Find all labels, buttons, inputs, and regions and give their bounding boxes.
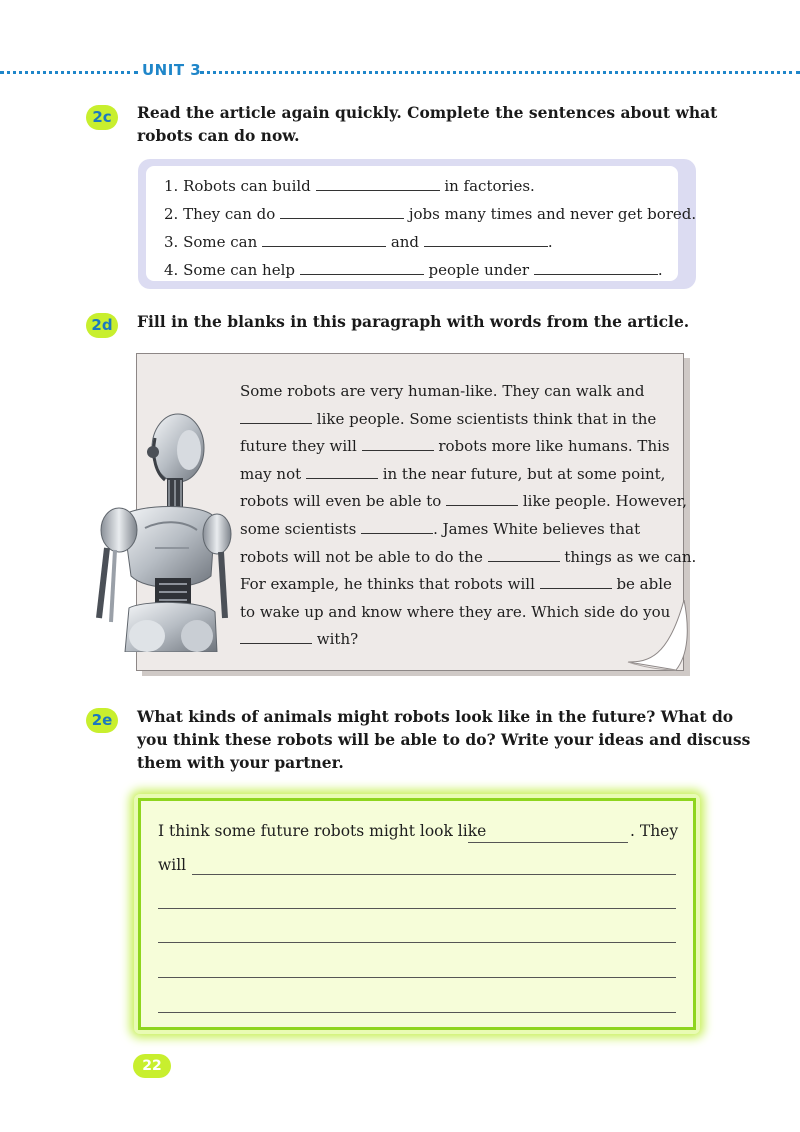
sentence-text: people under bbox=[428, 261, 530, 279]
paragraph-line bbox=[240, 626, 680, 654]
paragraph-text: may not bbox=[240, 464, 302, 483]
paragraph-line bbox=[240, 406, 680, 434]
answer-blank[interactable] bbox=[361, 518, 433, 534]
paragraph-text: . James White believes that bbox=[433, 519, 641, 538]
answer-blank[interactable] bbox=[540, 573, 612, 589]
paragraph-text: robots more like humans. This bbox=[438, 437, 670, 456]
paragraph-text: Some robots are very human-like. They can walk and bbox=[240, 382, 645, 400]
activity-2e-badge: 2e bbox=[86, 708, 118, 733]
writing-prompt-text: . They bbox=[630, 822, 679, 840]
sentence-text: . bbox=[657, 261, 663, 279]
answer-blank[interactable] bbox=[316, 175, 440, 191]
answer-blank[interactable] bbox=[306, 463, 378, 479]
paragraph-text: things as we can. bbox=[564, 547, 697, 566]
paragraph-text: For example, he thinks that robots will bbox=[240, 575, 535, 594]
fill-in-paragraph bbox=[240, 378, 697, 654]
paragraph-text: like people. However, bbox=[522, 492, 687, 511]
sentence-1 bbox=[164, 172, 696, 200]
writing-line[interactable] bbox=[192, 874, 676, 875]
paragraph-text: robots will even be able to bbox=[240, 492, 442, 511]
sentence-text: in factories. bbox=[444, 177, 535, 195]
writing-line[interactable] bbox=[158, 1012, 676, 1013]
answer-blank[interactable] bbox=[534, 259, 658, 275]
paragraph-text: to wake up and know where they are. Which side do you bbox=[240, 602, 671, 621]
unit-label: UNIT 3 bbox=[142, 61, 202, 79]
paragraph-text: be able bbox=[616, 575, 672, 594]
instruction-line: you think these robots will be able to do? Write your ideas and discuss bbox=[137, 730, 751, 749]
paragraph-line bbox=[240, 544, 697, 572]
instruction-line: What kinds of animals might robots look like in the future? What do bbox=[137, 707, 734, 726]
paragraph-line bbox=[240, 461, 680, 489]
answer-blank[interactable] bbox=[280, 203, 404, 219]
paragraph-text: like people. Some scientists think that in the bbox=[316, 409, 657, 428]
answer-blank[interactable] bbox=[488, 546, 560, 562]
answer-blank[interactable] bbox=[468, 842, 628, 843]
answer-blank[interactable] bbox=[424, 231, 548, 247]
writing-line[interactable] bbox=[158, 942, 676, 943]
writing-prompt-text: I think some future robots might look like bbox=[158, 822, 487, 840]
paragraph-text: future they will bbox=[240, 437, 357, 456]
sentence-3 bbox=[164, 228, 696, 256]
writing-prompt-text: will bbox=[158, 856, 187, 874]
answer-blank[interactable] bbox=[446, 490, 518, 506]
paragraph-line bbox=[240, 599, 680, 627]
sentence-text: 4. Some can help bbox=[164, 261, 295, 279]
paragraph-line bbox=[240, 433, 680, 461]
sentence-4 bbox=[164, 256, 696, 284]
activity-2e-instruction bbox=[137, 705, 750, 774]
answer-blank[interactable] bbox=[362, 435, 434, 451]
sentence-text: 1. Robots can build bbox=[164, 177, 311, 195]
activity-2c-badge: 2c bbox=[86, 105, 118, 130]
paragraph-line bbox=[240, 378, 680, 406]
sentence-text: . bbox=[547, 233, 553, 251]
sentence-text: and bbox=[390, 233, 420, 251]
answer-blank[interactable] bbox=[240, 408, 312, 424]
writing-line[interactable] bbox=[158, 977, 676, 978]
activity-2c-instruction bbox=[137, 101, 717, 147]
humanoid-robot-icon bbox=[85, 408, 235, 652]
sentence-text: 3. Some can bbox=[164, 233, 258, 251]
answer-blank[interactable] bbox=[300, 259, 424, 275]
paragraph-text: in the near future, but at some point, bbox=[382, 464, 666, 483]
activity-2d-instruction: Fill in the blanks in this paragraph with words from the article. bbox=[137, 312, 690, 331]
instruction-line: Read the article again quickly. Complete the sentences about what bbox=[137, 103, 718, 122]
paragraph-text: some scientists bbox=[240, 519, 357, 538]
header-dotted-rule-left bbox=[0, 71, 138, 74]
activity-2d-badge: 2d bbox=[86, 313, 118, 338]
sentence-2 bbox=[164, 200, 696, 228]
page-number: 22 bbox=[133, 1054, 171, 1078]
sentence-text: 2. They can do bbox=[164, 205, 276, 223]
instruction-line: robots can do now. bbox=[137, 126, 300, 145]
answer-blank[interactable] bbox=[262, 231, 386, 247]
header-dotted-rule-right bbox=[200, 71, 800, 74]
paragraph-text: robots will not be able to do the bbox=[240, 547, 483, 566]
paragraph-line bbox=[240, 488, 687, 516]
instruction-line: them with your partner. bbox=[137, 753, 344, 772]
answer-blank[interactable] bbox=[240, 628, 312, 644]
sentence-text: jobs many times and never get bored. bbox=[408, 205, 697, 223]
sentence-list bbox=[164, 172, 696, 284]
paragraph-line bbox=[240, 516, 680, 544]
paragraph-line bbox=[240, 571, 680, 599]
paragraph-text: with? bbox=[316, 630, 359, 649]
writing-line[interactable] bbox=[158, 908, 676, 909]
